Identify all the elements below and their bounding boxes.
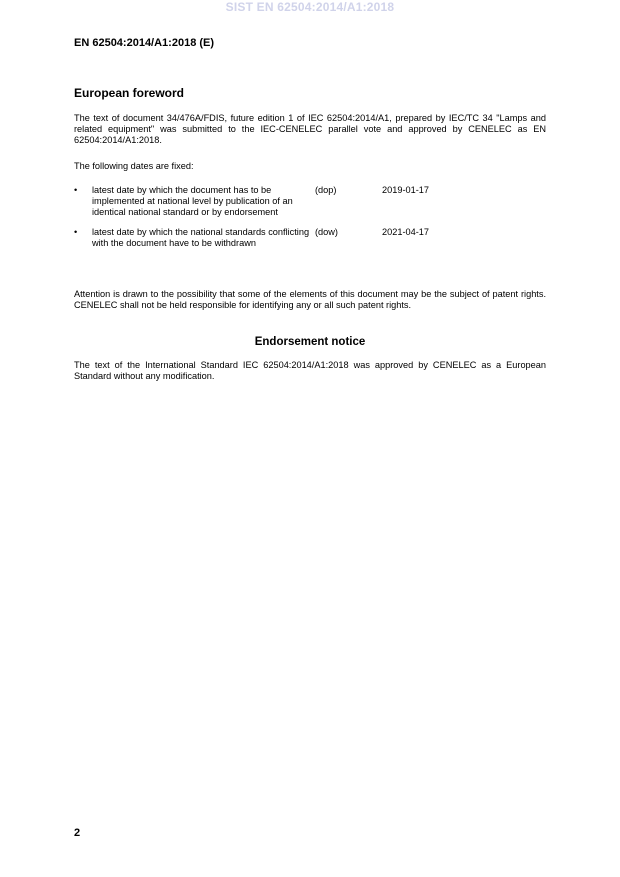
date-item-dop [74,185,546,218]
date-value: 2021-04-17 [382,227,429,237]
date-description: latest date by which the document has to be implemented at national level by publication of an identical national standard or by endorsement [92,185,293,217]
foreword-title: European foreword [74,86,185,100]
endorsement-title: Endorsement notice [254,336,366,348]
date-code: (dow) [315,227,338,237]
date-item-dow [74,227,546,249]
endorsement-text: The text of the International Standard IEC 62504:2014/A1:2018 was approved by CENELEC as a European Standard without any modification. [74,360,546,381]
bullet-icon: • [74,227,78,237]
document-reference: EN 62504:2014/A1:2018 (E) [74,37,215,49]
foreword-paragraph-1: The text of document 34/476A/FDIS, future edition 1 of IEC 62504:2014/A1, prepared by IEC/TC 34 "Lamps and related equipment" was submitted to the IEC-CENELEC parallel vote and approved by CENELEC as EN 62504:2014/A1:2018. [74,113,546,145]
bullet-icon: • [74,185,78,195]
date-description: latest date by which the national standards conflicting with the document have to be withdrawn [92,227,310,248]
foreword-paragraph-2: The following dates are fixed: [74,161,194,171]
date-code: (dop) [315,185,337,195]
foreword-paragraph-3: Attention is drawn to the possibility that some of the elements of this document may be the subject of patent rights. CENELEC shall not be held responsible for identifying any or all such patent rights. [74,289,546,310]
dates-list [74,185,546,258]
page-number: 2 [74,827,81,839]
date-value: 2019-01-17 [382,185,429,195]
watermark: SIST EN 62504:2014/A1:2018 [225,0,395,14]
